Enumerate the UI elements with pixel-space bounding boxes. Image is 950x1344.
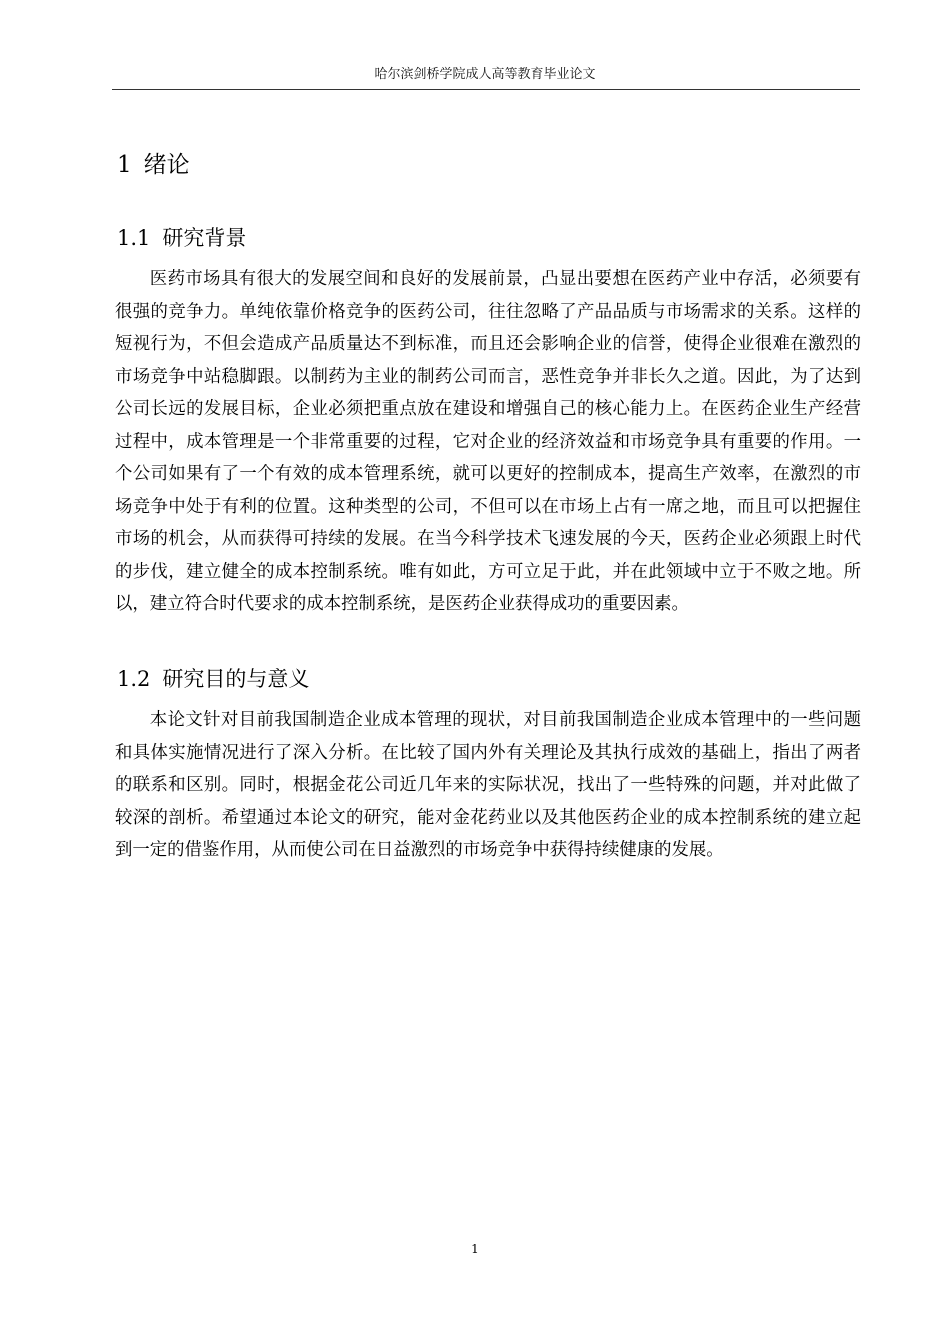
- section-heading-1-2: [117, 663, 309, 695]
- section-number: 1.2: [117, 667, 151, 691]
- chapter-heading: [117, 148, 190, 182]
- header-divider: [112, 89, 860, 90]
- page-number: 1: [471, 1242, 479, 1256]
- section-heading-1-1: [117, 222, 246, 254]
- section-number: 1.1: [117, 226, 151, 250]
- chapter-title: 绪论: [143, 152, 190, 178]
- section-title: 研究目的与意义: [162, 667, 310, 691]
- section-paragraph-1-2: 本论文针对目前我国制造企业成本管理的现状，对目前我国制造企业成本管理中的一些问题和具体实施情况进行了深入分析。在比较了国内外有关理论及其执行成效的基础上，指出了两者的联系和区别。同时，根据金花公司近几年来的实际状况，找出了一些特殊的问题，并对此做了较深的剖析。希望通过本论文的研究，能对金花药业以及其他医药企业的成本控制系统的建立起到一定的借鉴作用，从而使公司在日益激烈的市场竞争中获得持续健康的发展。: [115, 710, 861, 860]
- running-header: 哈尔滨剑桥学院成人高等教育毕业论文: [374, 67, 596, 82]
- section-title: 研究背景: [162, 226, 247, 250]
- chapter-number: 1: [117, 152, 132, 178]
- section-paragraph-1-1: 医药市场具有很大的发展空间和良好的发展前景，凸显出要想在医药产业中存活，必须要有很强的竞争力。单纯依靠价格竞争的医药公司，往往忽略了产品品质与市场需求的关系。这样的短视行为，不但会造成产品质量达不到标准，而且还会影响企业的信誉，使得企业很难在激烈的市场竞争中站稳脚跟。以制药为主业的制药公司而言，恶性竞争并非长久之道。因此，为了达到公司长远的发展目标，企业必须把重点放在建设和增强自己的核心能力上。在医药企业生产经营过程中，成本管理是一个非常重要的过程，它对企业的经济效益和市场竞争具有重要的作用。一个公司如果有了一个有效的成本管理系统，就可以更好的控制成本，提高生产效率，在激烈的市场竞争中处于有利的位置。这种类型的公司，不但可以在市场上占有一席之地，而且可以把握住市场的机会，从而获得可持续的发展。在当今科学技术飞速发展的今天，医药企业必须跟上时代的步伐，建立健全的成本控制系统。唯有如此，方可立足于此，并在此领域中立于不败之地。所以，建立符合时代要求的成本控制系统，是医药企业获得成功的重要因素。: [115, 269, 861, 614]
